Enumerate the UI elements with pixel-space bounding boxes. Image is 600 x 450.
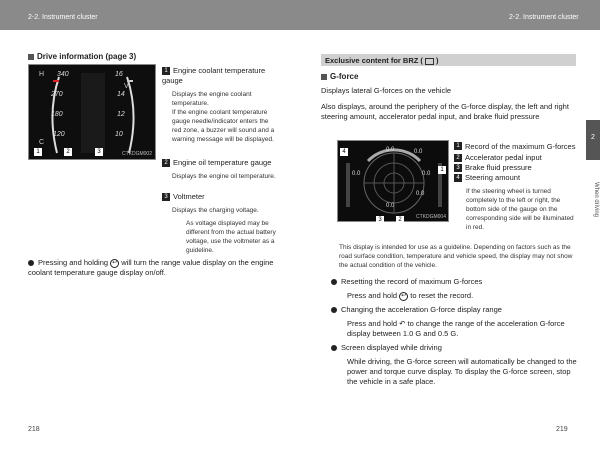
gforce-image-caption: CTKDGM004 — [415, 214, 446, 220]
gauge-v-label: V — [124, 83, 129, 90]
gauge-val-r3: 10 — [115, 131, 123, 138]
oil-desc: Displays the engine oil temperature. — [172, 173, 276, 180]
right-page-header — [300, 0, 600, 30]
right-item-4: 4 Steering amount — [454, 173, 578, 183]
gauge-val-l2: 180 — [51, 111, 63, 118]
gauge-val-r2: 12 — [117, 111, 125, 118]
coolant-warning: If the engine coolant temperature gauge needle/indicator enters the red zone, a buzzer will sound and a warning message will be displayed. — [172, 109, 275, 143]
gforce-val-3: 0.0 — [386, 203, 395, 209]
gforce-callout-3: 3 — [376, 211, 387, 229]
gauge-val-r0: 16 — [115, 71, 123, 78]
gforce-val-1: 0.0 — [422, 171, 431, 177]
gforce-gauge-image — [337, 140, 449, 222]
gauge-val-l1: 270 — [51, 91, 63, 98]
gforce-callout-2: 2 — [396, 211, 407, 229]
left-item-3: 3 Voltmeter Displays the charging voltage. As voltage displayed may be different from the actual battery voltage, use the voltmeter as a guideline. — [162, 192, 278, 255]
car-icon — [425, 58, 434, 65]
gforce-val-0: 0.0 — [352, 171, 361, 177]
right-section-title: G-force — [321, 72, 358, 81]
left-header-title: 2-2. Instrument cluster — [28, 14, 98, 21]
right-header-title: 2-2. Instrument cluster — [509, 14, 579, 21]
gauge-val-l0: 340 — [57, 71, 69, 78]
gauge-val-l3: 120 — [53, 131, 65, 138]
coolant-desc: Displays the engine coolant temperature. — [172, 91, 252, 107]
volt-note: As voltage displayed may be different from the actual battery voltage, use the voltmeter as a guideline. — [186, 220, 276, 254]
bullet-icon — [331, 279, 337, 285]
bullet-1-title: Resetting the record of maximum G-forces — [331, 277, 579, 287]
gforce-val-4: 0.0 — [414, 149, 423, 155]
button-symbol-icon: ↩ — [401, 292, 407, 299]
chapter-tab[interactable]: 2 — [586, 120, 600, 160]
exclusive-banner: Exclusive content for BRZ ( ) — [321, 54, 576, 66]
bullet-icon — [28, 260, 34, 266]
left-page-header — [0, 0, 300, 30]
gauge-h-label: H — [39, 71, 45, 78]
bullet-3-text: While driving, the G-force screen will automatically be changed to the power and torque curve display. To display the G-force screen, stop the vehicle in a safe place. — [347, 357, 577, 386]
gforce-callout-4: 4 — [340, 143, 351, 161]
bullet-icon — [331, 307, 337, 313]
bullet-1-text: Press and hold ↩ to reset the record. — [347, 291, 474, 300]
right-item-1: 1 Record of the maximum G-forces — [454, 142, 578, 152]
gauge-callout-3: 3 — [95, 143, 106, 161]
bullet-2-title: Changing the acceleration G-force display range — [331, 305, 579, 315]
right-item-3: 3 Brake fluid pressure — [454, 163, 578, 173]
left-page-number: 218 — [28, 426, 40, 433]
back-arrow-icon: ↶ — [399, 319, 406, 328]
right-bullets — [331, 277, 579, 387]
disclaimer: This display is intended for use as a guideline. Depending on factors such as the road surface condition, temperature and vehicle speed, the display may not show the actual condition of the vehicle. — [339, 244, 573, 269]
gauge-c-label: C — [39, 139, 45, 146]
gforce-val-5: 0.0 — [416, 191, 425, 197]
gauge-callout-1: 1 — [34, 143, 45, 161]
right-items — [454, 142, 578, 232]
left-bullet: Pressing and holding ↩ will turn the range value display on the engine coolant temperature gauge display on/off. — [28, 258, 274, 277]
instrument-gauge-image — [28, 64, 156, 160]
button-symbol-icon: ↩ — [112, 259, 118, 266]
right-desc2: Also displays, around the periphery of the G-force display, the left and right steering amount, accelerator pedal input, and brake fluid pressure — [321, 102, 569, 121]
chapter-label: When driving — [593, 182, 599, 218]
section-square-icon — [321, 74, 327, 80]
left-item-1: 1 Engine coolant temperature gauge Displays the engine coolant temperature. If the engine coolant temperature gauge needle/indicator enters the red zone, a buzzer will sound and a warning message will be displayed. — [162, 66, 278, 144]
bullet-3-title: Screen displayed while driving — [331, 343, 579, 353]
right-item-2: 2 Accelerator pedal input — [454, 153, 578, 163]
bullet-icon — [331, 345, 337, 351]
right-desc1: Displays lateral G-forces on the vehicle — [321, 86, 452, 95]
gforce-callout-1: 1 — [438, 161, 449, 179]
left-section-title: Drive information (page 3) — [28, 52, 136, 61]
steering-note: If the steering wheel is turned completely to the left or right, the bottom side of the gauge on the corresponding side will be illuminated in red. — [466, 188, 574, 231]
volt-desc: Displays the charging voltage. — [172, 207, 259, 214]
gforce-val-2: 0.0 — [386, 147, 395, 153]
left-image-caption: CTKDGM002 — [121, 151, 152, 157]
gauge-val-r1: 14 — [117, 91, 125, 98]
gauge-callout-2: 2 — [64, 143, 75, 161]
bullet-2-text: Press and hold ↶ to change the range of the acceleration G-force display between 1.0 G and 0.5 G. — [347, 319, 565, 338]
right-page-number: 219 — [556, 426, 568, 433]
section-square-icon — [28, 54, 34, 60]
left-item-2: 2 Engine oil temperature gauge Displays the engine oil temperature. — [162, 158, 278, 181]
